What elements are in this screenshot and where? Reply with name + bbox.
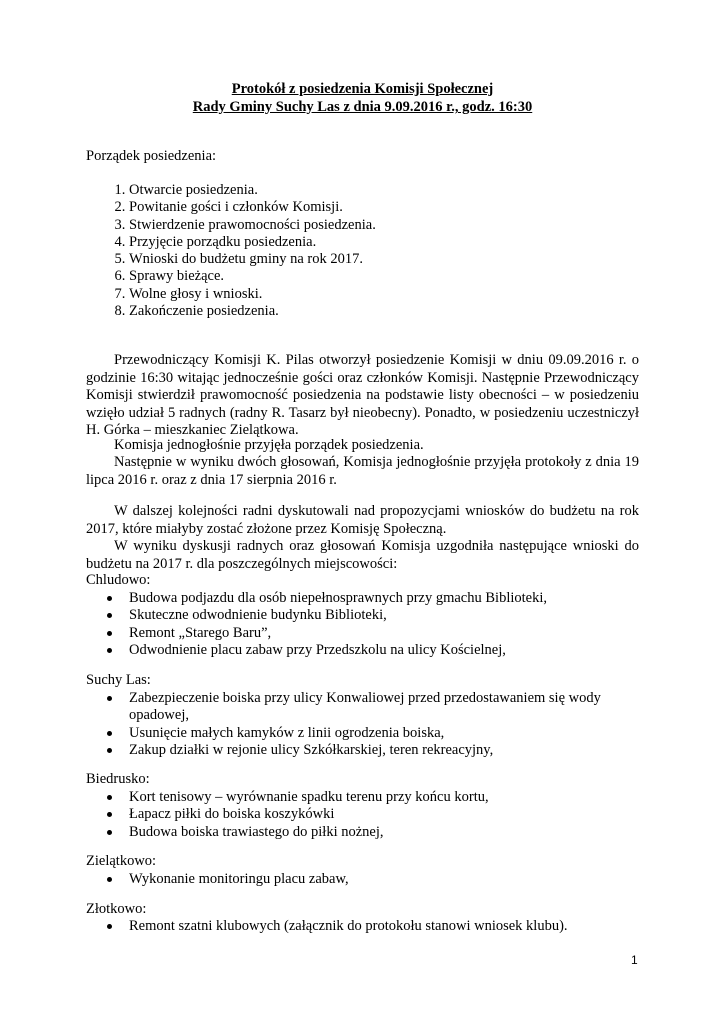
bullet-icon bbox=[107, 731, 112, 736]
proposal-text: Zabezpieczenie boiska przy ulicy Konwaliowej przed przedostawaniem się wody opadowej, bbox=[129, 690, 601, 724]
agenda-item: 5. Wnioski do budżetu gminy na rok 2017. bbox=[129, 251, 689, 268]
proposal-text: Remont szatni klubowych (załącznik do protokołu stanowi wniosek klubu). bbox=[129, 918, 568, 934]
proposal-item bbox=[129, 607, 639, 624]
agenda-item: 1. Otwarcie posiedzenia. bbox=[129, 182, 689, 199]
paragraph-discussion: W dalszej kolejności radni dyskutowali nad propozycjami wniosków do budżetu na rok 2017, które miałyby zostać złożone przez Komisję Społeczną. bbox=[86, 503, 639, 537]
proposal-item bbox=[129, 824, 639, 841]
bullet-icon bbox=[107, 795, 112, 800]
paragraph-agenda-accepted: Komisja jednogłośnie przyjęła porządek posiedzenia. bbox=[114, 437, 424, 453]
paragraph-minutes-accepted: Następnie w wyniku dwóch głosowań, Komisja jednogłośnie przyjęła protokoły z dnia 19 lipca 2016 r. oraz z dnia 17 sierpnia 2016 r. bbox=[86, 454, 639, 488]
location-proposals-list bbox=[86, 690, 639, 759]
proposal-item bbox=[129, 871, 639, 888]
proposal-text: Zakup działki w rejonie ulicy Szkółkarskiej, teren rekreacyjny, bbox=[129, 741, 494, 758]
agenda-item: 7. Wolne głosy i wnioski. bbox=[129, 286, 689, 303]
paragraph-opening: Przewodniczący Komisji K. Pilas otworzył posiedzenie Komisji w dniu 09.09.2016 r. o godzinie 16:30 witając jednocześnie gości oraz członków Komisji. Następnie Przewodniczący Komisji stwierdził prawomocność posiedzenia na podstawie listy obecności – w posiedzeniu wzięło udział 5 radnych (radny R. Tasarz był nieobecny). Ponadto, w posiedzeniu uczestniczył H. Górka – mieszkaniec Zielątkowa. bbox=[86, 352, 639, 438]
proposal-item bbox=[129, 642, 639, 659]
proposal-text: Wykonanie monitoringu placu zabaw, bbox=[129, 871, 349, 887]
bullet-icon bbox=[107, 877, 112, 882]
bullet-icon bbox=[107, 596, 112, 601]
bullet-icon bbox=[107, 830, 112, 835]
proposal-text: Budowa podjazdu dla osób niepełnosprawnych przy gmachu Biblioteki, bbox=[129, 590, 547, 606]
proposal-text: Usunięcie małych kamyków z linii ogrodzenia boiska, bbox=[129, 724, 445, 741]
proposal-text: Remont „Starego Baru”, bbox=[129, 624, 272, 641]
location-proposals-list bbox=[86, 789, 639, 841]
location-label: Biedrusko: bbox=[86, 771, 150, 787]
location-label: Złotkowo: bbox=[86, 901, 147, 917]
location-label: Suchy Las: bbox=[86, 672, 151, 688]
location-proposals-list bbox=[86, 918, 639, 935]
bullet-icon bbox=[107, 613, 112, 618]
agenda-heading: Porządek posiedzenia: bbox=[86, 148, 217, 164]
proposal-text: Skuteczne odwodnienie budynku Biblioteki, bbox=[129, 607, 387, 624]
proposal-item bbox=[129, 690, 639, 725]
proposal-item bbox=[129, 590, 639, 607]
bullet-icon bbox=[107, 924, 112, 929]
agenda-list bbox=[86, 182, 689, 320]
agenda-item: 4. Przyjęcie porządku posiedzenia. bbox=[129, 234, 689, 251]
location-proposals-list bbox=[86, 871, 639, 888]
paragraph-proposals: W wyniku dyskusji radnych oraz głosowań Komisja uzgodniła następujące wnioski do budżetu na 2017 r. dla poszczególnych miejscowości: bbox=[86, 538, 639, 572]
proposal-item bbox=[129, 789, 639, 806]
proposal-item bbox=[129, 725, 639, 742]
bullet-icon bbox=[107, 631, 112, 636]
page-number: 1 bbox=[631, 953, 638, 967]
agenda-item: 8. Zakończenie posiedzenia. bbox=[129, 303, 689, 320]
agenda-item: 2. Powitanie gości i członków Komisji. bbox=[129, 199, 689, 216]
proposal-text: Kort tenisowy – wyrównanie spadku terenu przy końcu kortu, bbox=[129, 789, 489, 805]
bullet-icon bbox=[107, 812, 112, 817]
proposal-text: Łapacz piłki do boiska koszykówki bbox=[129, 806, 335, 823]
proposal-item bbox=[129, 918, 639, 935]
agenda-item: 3. Stwierdzenie prawomocności posiedzenia. bbox=[129, 217, 689, 234]
document-title-line-1: Protokół z posiedzenia Komisji Społecznej bbox=[231, 81, 494, 97]
location-proposals-list bbox=[86, 590, 639, 659]
proposal-item bbox=[129, 625, 639, 642]
proposal-item bbox=[129, 742, 639, 759]
bullet-icon bbox=[107, 648, 112, 653]
location-label: Chludowo: bbox=[86, 572, 151, 588]
document-title-line-2: Rady Gminy Suchy Las z dnia 9.09.2016 r., godz. 16:30 bbox=[192, 99, 533, 115]
location-label: Zielątkowo: bbox=[86, 853, 157, 869]
proposal-item bbox=[129, 806, 639, 823]
bullet-icon bbox=[107, 748, 112, 753]
proposal-text: Budowa boiska trawiastego do piłki nożnej, bbox=[129, 823, 384, 840]
proposal-text: Odwodnienie placu zabaw przy Przedszkolu na ulicy Kościelnej, bbox=[129, 641, 506, 658]
agenda-item: 6. Sprawy bieżące. bbox=[129, 268, 689, 285]
bullet-icon bbox=[107, 696, 112, 701]
